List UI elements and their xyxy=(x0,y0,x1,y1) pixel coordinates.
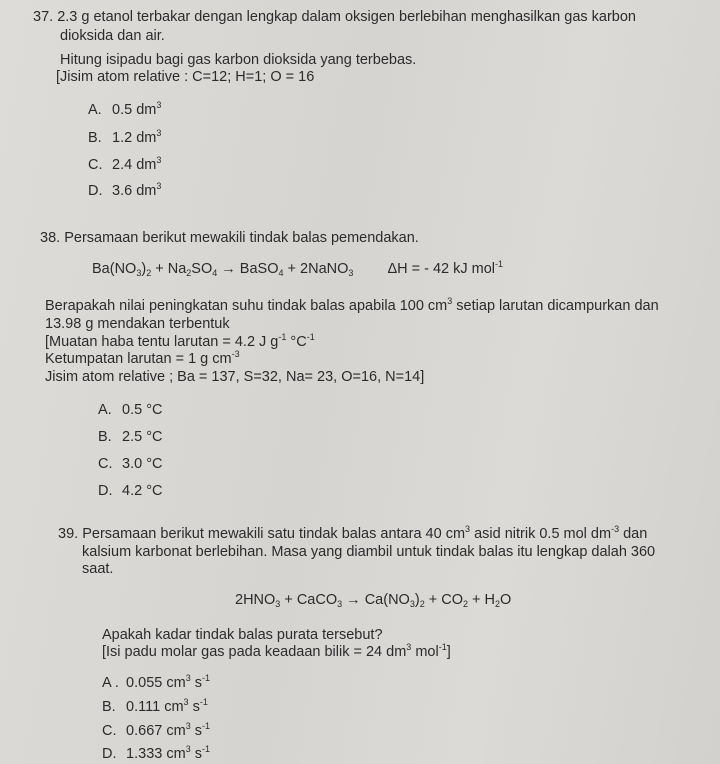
q38-option-d[interactable] xyxy=(98,482,163,500)
q39-option-a[interactable]: A . 0.055 $cm^3$ $s^{-1}$ xyxy=(102,673,210,691)
option-letter: C. xyxy=(88,157,103,173)
option-letter: B. xyxy=(102,699,116,715)
option-letter: D. xyxy=(102,746,117,762)
option-letter: B. xyxy=(98,429,112,445)
q38-line-3: [Muatan haba tentu larutan = 4.2 J $g^{-1}$ $^\circ C^{-1}$ xyxy=(45,332,315,350)
option-letter: A. xyxy=(98,402,112,418)
q38-enthalpy: ΔH = - 42 kJ mol xyxy=(387,261,496,277)
q39-option-c[interactable]: C. 0.667 $cm^3$ $s^{-1}$ xyxy=(102,721,210,739)
option-letter: A . xyxy=(102,675,119,691)
option-value: 0.5 °C xyxy=(122,402,163,418)
option-sup: 3 xyxy=(156,181,162,191)
q38-equation: $Ba(NO_3)_2 + Na_2SO_4$ → BaSO$_4$ + 2NaNO$_3$ ΔH = - 42 kJ mol$^{-1}$ xyxy=(92,259,504,278)
q39-option-d[interactable]: D. 1.333 $cm^3$ $s^{-1}$ xyxy=(102,744,210,762)
option-value: 3.0 °C xyxy=(122,456,163,472)
q37-text-1: 2.3 g etanol terbakar dengan lengkap dalam oksigen berlebihan menghasilkan gas karbon xyxy=(57,9,636,25)
option-value: 3.6 dm xyxy=(112,183,157,199)
q37-number: 37. xyxy=(33,9,54,25)
q39-number: 39. xyxy=(58,526,79,542)
q37-option-b[interactable] xyxy=(88,129,161,147)
option-value: 0.111 cm xyxy=(126,699,184,715)
q37-option-a[interactable] xyxy=(88,101,161,119)
reaction-arrow-icon: → xyxy=(346,592,361,608)
q39-option-b[interactable]: B. 0.111 $cm^3$ $s^{-1}$ xyxy=(102,697,208,715)
option-value: 0.055 cm xyxy=(126,675,186,691)
option-letter: D. xyxy=(98,483,113,499)
option-letter: A. xyxy=(88,102,102,118)
option-value: 0.5 dm xyxy=(112,102,157,118)
q38-line-1: Berapakah nilai peningkatan suhu tindak balas apabila 100 $cm^3$ setiap larutan dicampurkan dan xyxy=(45,296,659,314)
q38-number: 38. xyxy=(40,230,61,246)
q37-line-3: Hitung isipadu bagi gas karbon dioksida yang terbebas. xyxy=(60,52,417,68)
option-value: 2.4 dm xyxy=(112,157,157,173)
option-value: 4.2 °C xyxy=(122,483,163,499)
q38-line-stem xyxy=(40,229,419,247)
q38-stem: Persamaan berikut mewakili tindak balas pemendakan. xyxy=(64,230,419,246)
option-sup: 3 xyxy=(156,155,162,165)
q38-line-2: 13.98 g mendakan terbentuk xyxy=(45,316,230,332)
q39-equation: $2HNO_3$ + CaCO$_3$ → $Ca(NO_3)_2 + CO_2 + H_2O$ xyxy=(235,592,512,609)
q39-ask: Apakah kadar tindak balas purata tersebut? xyxy=(102,627,383,643)
option-value: 0.667 cm xyxy=(126,723,186,739)
option-value: 1.2 dm xyxy=(112,130,157,146)
option-sup: 3 xyxy=(156,128,162,138)
option-letter: D. xyxy=(88,183,103,199)
q37-option-c[interactable] xyxy=(88,156,161,174)
q38-line-4: Ketumpatan larutan = 1 g $cm^{-3}$ xyxy=(45,349,240,367)
q38-option-c[interactable] xyxy=(98,455,163,473)
q39-line-2: kalsium karbonat berlebihan. Masa yang diambil untuk tindak balas itu lengkap dalah 360 xyxy=(82,544,656,560)
option-letter: B. xyxy=(88,130,102,146)
q39-line-1: 39. Persamaan berikut mewakili satu tindak balas antara 40 $cm^3$ asid nitrik 0.5 mol $dm^{-3}$ dan xyxy=(58,524,648,542)
option-sup: 3 xyxy=(156,100,162,110)
q39-info: [Isi padu molar gas pada keadaan bilik = 24 $dm^3$ mol$^{-1}$] xyxy=(102,642,451,660)
option-value: 2.5 °C xyxy=(122,429,163,445)
option-letter: C. xyxy=(98,456,113,472)
option-letter: C. xyxy=(102,723,117,739)
q39-line-3: saat. xyxy=(82,561,114,577)
q38-line-5: Jisim atom relative ; Ba = 137, S=32, Na= 23, O=16, N=14] xyxy=(45,369,425,385)
q37-line-1 xyxy=(33,8,636,26)
q37-line-2: dioksida dan air. xyxy=(60,28,165,44)
reaction-arrow-icon: → xyxy=(221,261,236,277)
q37-line-4: [Jisim atom relative : C=12; H=1; O = 16 xyxy=(56,69,315,85)
q37-option-d[interactable] xyxy=(88,182,161,200)
q38-option-b[interactable] xyxy=(98,428,163,446)
option-value: 1.333 cm xyxy=(126,746,186,762)
q38-option-a[interactable] xyxy=(98,401,163,419)
